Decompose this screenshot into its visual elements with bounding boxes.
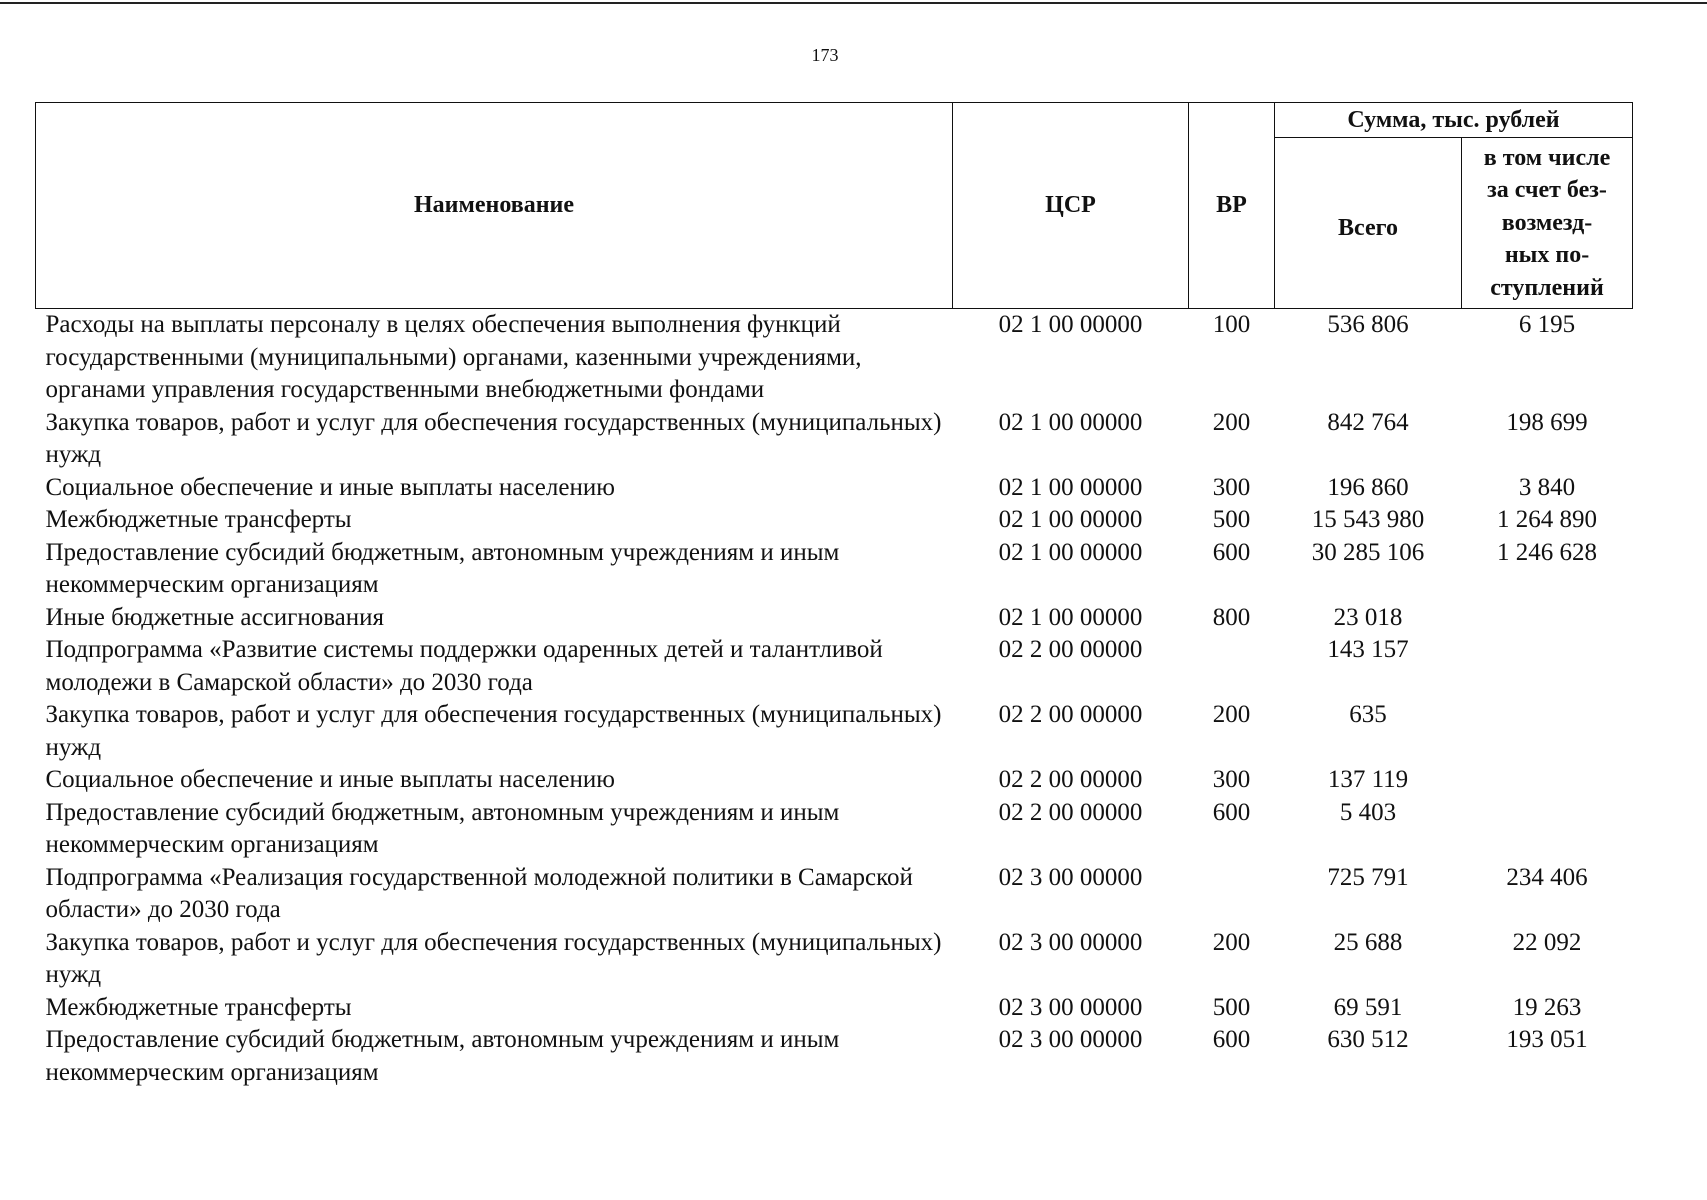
row-csr: 02 3 00 00000 (998, 993, 1143, 1021)
row-csr: 02 2 00 00000 (998, 701, 1143, 728)
row-csr: 02 1 00 00000 (998, 603, 1143, 631)
table-body (36, 309, 1633, 1090)
row-total: 725 791 (1327, 863, 1409, 891)
row-free: 3 840 (1518, 473, 1576, 501)
row-name: Подпрограмма «Реализация государственной молодежной политики в Самарской области» до 2030 года (45, 863, 913, 923)
row-name: Предоставление субсидий бюджетным, автономным учреждениям и иным некоммерческим организациям (45, 798, 840, 858)
row-csr: 02 1 00 00000 (998, 311, 1143, 338)
header-sum: Сумма, тыс. рублей (1275, 103, 1633, 138)
row-name: Социальное обеспечение и иные выплаты населению (45, 473, 615, 501)
row-free (1462, 602, 1633, 635)
table-row (36, 602, 1633, 635)
row-csr: 02 1 00 00000 (998, 408, 1143, 436)
table-row (36, 797, 1633, 862)
row-csr: 02 1 00 00000 (998, 473, 1143, 501)
row-csr: 02 1 00 00000 (998, 506, 1143, 533)
row-name: Межбюджетные трансферты (45, 993, 352, 1021)
row-vr: 300 (1212, 473, 1251, 501)
row-free: 1 246 628 (1497, 538, 1597, 566)
row-total: 137 119 (1327, 766, 1409, 793)
row-free: 234 406 (1506, 863, 1588, 891)
row-name: Предоставление субсидий бюджетным, автономным учреждениям и иным некоммерческим организациям (45, 1026, 840, 1086)
row-name: Межбюджетные трансферты (45, 506, 352, 533)
row-vr: 600 (1212, 538, 1251, 566)
row-csr: 02 3 00 00000 (998, 928, 1143, 956)
row-total: 23 018 (1333, 603, 1403, 631)
row-vr: 200 (1212, 928, 1251, 956)
row-free (1462, 764, 1633, 797)
row-total: 5 403 (1339, 798, 1397, 826)
table-row (36, 634, 1633, 699)
header-free-line: возмезд- (1501, 209, 1593, 236)
row-csr: 02 2 00 00000 (998, 798, 1143, 826)
header-csr: ЦСР (953, 103, 1189, 309)
row-total: 635 (1349, 701, 1387, 728)
row-vr: 200 (1212, 408, 1251, 436)
row-vr (1189, 862, 1275, 927)
row-csr: 02 2 00 00000 (998, 766, 1143, 793)
row-free (1462, 634, 1633, 699)
row-free: 1 264 890 (1497, 506, 1597, 533)
row-name: Закупка товаров, работ и услуг для обеспечения государственных (муниципальных) нужд (45, 408, 942, 468)
row-total: 143 157 (1327, 636, 1409, 663)
row-name: Предоставление субсидий бюджетным, автономным учреждениям и иным некоммерческим организациям (45, 538, 840, 598)
row-csr: 02 1 00 00000 (998, 538, 1143, 566)
row-name: Иные бюджетные ассигнования (45, 603, 385, 631)
row-vr: 200 (1212, 701, 1251, 728)
header-free-line: ступлений (1490, 274, 1604, 301)
table-row (36, 699, 1633, 764)
header-total: Всего (1275, 138, 1462, 309)
header-free (1462, 138, 1633, 309)
table-row (36, 309, 1633, 407)
row-name: Расходы на выплаты персоналу в целях обеспечения выполнения функций государственными (муниципальными) органами, казенными учреждениями, органами управления государственными внебюджетными фондами (45, 311, 862, 403)
row-vr: 600 (1212, 798, 1251, 826)
header-free-line: ных по- (1504, 242, 1590, 269)
row-csr: 02 3 00 00000 (998, 1026, 1143, 1053)
table-row (36, 1024, 1633, 1089)
budget-table (35, 102, 1633, 1089)
row-vr: 600 (1212, 1026, 1251, 1053)
row-free: 198 699 (1506, 408, 1588, 436)
row-free: 6 195 (1518, 311, 1576, 338)
row-name: Закупка товаров, работ и услуг для обеспечения государственных (муниципальных) нужд (45, 701, 942, 761)
row-csr: 02 3 00 00000 (998, 863, 1143, 891)
row-name: Социальное обеспечение и иные выплаты населению (45, 766, 615, 793)
row-total: 536 806 (1327, 311, 1409, 338)
row-vr: 800 (1212, 603, 1251, 631)
table-row (36, 764, 1633, 797)
row-vr: 500 (1212, 506, 1251, 533)
table-row (36, 472, 1633, 505)
row-total: 842 764 (1327, 408, 1409, 436)
row-total: 25 688 (1333, 928, 1403, 956)
row-total: 30 285 106 (1311, 538, 1425, 566)
table-row (36, 992, 1633, 1025)
row-name: Закупка товаров, работ и услуг для обеспечения государственных (муниципальных) нужд (45, 928, 942, 988)
row-name: Подпрограмма «Развитие системы поддержки одаренных детей и талантливой молодежи в Самарской области» до 2030 года (45, 636, 883, 696)
table-row (36, 504, 1633, 537)
header-vr: ВР (1189, 103, 1275, 309)
table-row (36, 407, 1633, 472)
header-name: Наименование (36, 103, 953, 309)
row-total: 15 543 980 (1311, 506, 1425, 533)
table-row (36, 927, 1633, 992)
top-rule (0, 2, 1707, 4)
header-free-line: в том числе (1483, 144, 1611, 171)
row-vr: 500 (1212, 993, 1251, 1021)
row-vr (1189, 634, 1275, 699)
row-free: 22 092 (1512, 928, 1582, 956)
row-vr: 100 (1212, 311, 1251, 338)
row-total: 69 591 (1333, 993, 1403, 1021)
row-free: 193 051 (1506, 1026, 1588, 1053)
page-number: 173 (811, 45, 839, 65)
row-total: 196 860 (1327, 473, 1409, 501)
row-vr: 300 (1212, 766, 1251, 793)
row-free (1462, 699, 1633, 764)
row-csr: 02 2 00 00000 (998, 636, 1143, 663)
row-free (1462, 797, 1633, 862)
table-row (36, 537, 1633, 602)
row-free: 19 263 (1512, 993, 1582, 1021)
table-row (36, 862, 1633, 927)
row-total: 630 512 (1327, 1026, 1409, 1053)
header-free-line: за счет без- (1487, 177, 1607, 204)
